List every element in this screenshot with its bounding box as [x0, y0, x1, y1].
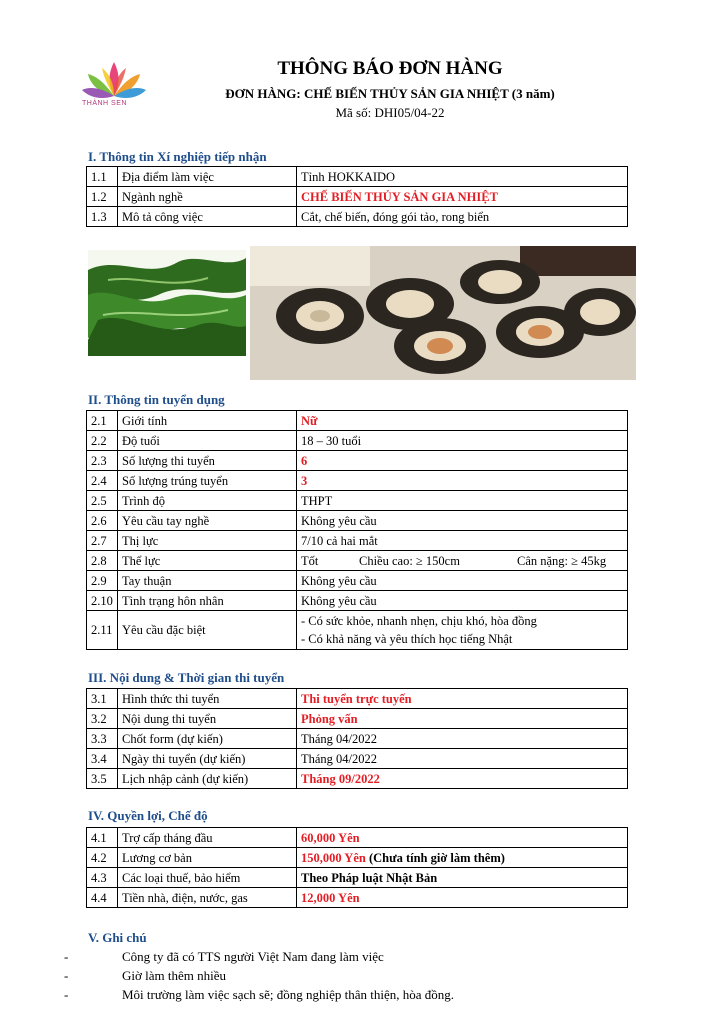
row-value: Thi tuyển trực tuyến — [297, 689, 628, 709]
row-label: Trình độ — [118, 491, 297, 511]
row-number: 4.1 — [87, 828, 118, 848]
section-heading-4: IV. Quyền lợi, Chế độ — [88, 808, 208, 823]
row-number: 1.2 — [87, 187, 118, 207]
row-value: Không yêu cầu — [297, 571, 628, 591]
logo-text: THÀNH SEN — [82, 100, 127, 107]
row-label: Các loại thuế, bảo hiểm — [118, 868, 297, 888]
row-value: Cắt, chế biến, đóng gói tảo, rong biển — [297, 207, 628, 227]
row-value: CHẾ BIẾN THỦY SẢN GIA NHIỆT — [297, 187, 628, 207]
weight-requirement: Cân nặng: ≥ 45kg — [517, 553, 607, 568]
row-label: Độ tuổi — [118, 431, 297, 451]
table-row — [87, 451, 628, 471]
row-value: Không yêu cầu — [297, 511, 628, 531]
row-value: 12,000 Yên — [297, 888, 628, 908]
row-number: 3.5 — [87, 769, 118, 789]
row-number: 2.5 — [87, 491, 118, 511]
salary-value: 150,000 Yên — [301, 850, 366, 865]
recruitment-info-table — [86, 410, 628, 650]
table-row — [87, 729, 628, 749]
row-label: Nội dung thi tuyển — [118, 709, 297, 729]
row-number: 2.6 — [87, 511, 118, 531]
table-row — [87, 167, 628, 187]
row-label: Yêu cầu đặc biệt — [118, 611, 297, 650]
table-row — [87, 709, 628, 729]
row-label: Ngày thi tuyển (dự kiến) — [118, 749, 297, 769]
table-row — [87, 888, 628, 908]
table-row — [87, 431, 628, 451]
row-label: Chốt form (dự kiến) — [118, 729, 297, 749]
row-label: Hình thức thi tuyển — [118, 689, 297, 709]
row-value: 6 — [297, 451, 628, 471]
row-number: 2.4 — [87, 471, 118, 491]
row-number: 4.2 — [87, 848, 118, 868]
row-value — [297, 611, 628, 650]
note-text: Môi trường làm việc sạch sẽ; đồng nghiệp thân thiện, hòa đồng. — [122, 987, 454, 1002]
note-text: Giờ làm thêm nhiều — [122, 968, 226, 983]
row-label: Tiền nhà, điện, nước, gas — [118, 888, 297, 908]
row-value — [297, 848, 628, 868]
row-value: THPT — [297, 491, 628, 511]
row-number: 2.8 — [87, 551, 118, 571]
section-heading-5: V. Ghi chú — [88, 930, 147, 945]
row-value: Tỉnh HOKKAIDO — [297, 167, 628, 187]
table-row — [87, 187, 628, 207]
row-value: 18 – 30 tuổi — [297, 431, 628, 451]
row-label: Lịch nhập cảnh (dự kiến) — [118, 769, 297, 789]
table-row — [87, 531, 628, 551]
note-item: - Công ty đã có TTS người Việt Nam đang làm việc — [64, 949, 384, 964]
fitness-value: Tốt — [301, 553, 319, 568]
row-number: 1.3 — [87, 207, 118, 227]
row-number: 4.4 — [87, 888, 118, 908]
row-label: Thị lực — [118, 531, 297, 551]
row-value: 60,000 Yên — [297, 828, 628, 848]
seaweed-rolls-photo — [250, 246, 636, 380]
height-requirement: Chiều cao: ≥ 150cm — [359, 553, 460, 568]
table-row — [87, 828, 628, 848]
row-label: Mô tả công việc — [118, 207, 297, 227]
table-row — [87, 207, 628, 227]
exam-info-table — [86, 688, 628, 789]
note-item: - Môi trường làm việc sạch sẽ; đồng nghiệp thân thiện, hòa đồng. — [64, 987, 454, 1002]
section-heading-1: I. Thông tin Xí nghiệp tiếp nhận — [88, 149, 267, 164]
row-number: 2.9 — [87, 571, 118, 591]
table-row — [87, 491, 628, 511]
table-row — [87, 551, 628, 571]
row-value: 3 — [297, 471, 628, 491]
row-label: Số lượng trúng tuyển — [118, 471, 297, 491]
row-value: Tháng 04/2022 — [297, 729, 628, 749]
row-number: 2.11 — [87, 611, 118, 650]
table-row — [87, 848, 628, 868]
salary-note: (Chưa tính giờ làm thêm) — [365, 850, 505, 865]
row-number: 3.4 — [87, 749, 118, 769]
row-value: Theo Pháp luật Nhật Bản — [297, 868, 628, 888]
row-label: Ngành nghề — [118, 187, 297, 207]
section-heading-2: II. Thông tin tuyển dụng — [88, 392, 225, 407]
table-row — [87, 591, 628, 611]
row-value: Tháng 04/2022 — [297, 749, 628, 769]
row-value: Không yêu cầu — [297, 591, 628, 611]
table-row — [87, 689, 628, 709]
row-label: Yêu cầu tay nghề — [118, 511, 297, 531]
row-number: 2.7 — [87, 531, 118, 551]
row-label: Giới tính — [118, 411, 297, 431]
row-value: Nữ — [297, 411, 628, 431]
seaweed-photo — [88, 250, 246, 356]
table-row — [87, 769, 628, 789]
row-label: Địa điểm làm việc — [118, 167, 297, 187]
table-row — [87, 749, 628, 769]
row-number: 2.1 — [87, 411, 118, 431]
row-number: 2.3 — [87, 451, 118, 471]
special-requirement-1: - Có sức khỏe, nhanh nhẹn, chịu khó, hòa đồng — [301, 614, 537, 628]
employer-info-table — [86, 166, 628, 227]
row-number: 4.3 — [87, 868, 118, 888]
table-row — [87, 411, 628, 431]
row-value: Tháng 09/2022 — [297, 769, 628, 789]
row-value — [297, 551, 628, 571]
order-code: Mã số: DHI05/04-22 — [335, 105, 445, 120]
row-number: 2.10 — [87, 591, 118, 611]
benefits-table — [86, 827, 628, 908]
table-row — [87, 868, 628, 888]
row-number: 2.2 — [87, 431, 118, 451]
special-requirement-2: - Có khả năng và yêu thích học tiếng Nhật — [301, 632, 513, 646]
row-value: Phỏng vấn — [297, 709, 628, 729]
row-label: Số lượng thi tuyển — [118, 451, 297, 471]
note-text: Công ty đã có TTS người Việt Nam đang làm việc — [122, 949, 384, 964]
page-title: THÔNG BÁO ĐƠN HÀNG — [277, 58, 503, 79]
row-label: Tình trạng hôn nhân — [118, 591, 297, 611]
row-number: 3.2 — [87, 709, 118, 729]
section-heading-3: III. Nội dung & Thời gian thi tuyển — [88, 670, 285, 685]
row-label: Lương cơ bản — [118, 848, 297, 868]
order-subtitle: ĐƠN HÀNG: CHẾ BIẾN THỦY SẢN GIA NHIỆT (3 năm) — [225, 86, 555, 101]
row-number: 3.3 — [87, 729, 118, 749]
row-label: Tay thuận — [118, 571, 297, 591]
table-row — [87, 571, 628, 591]
row-number: 3.1 — [87, 689, 118, 709]
row-label: Trợ cấp tháng đầu — [118, 828, 297, 848]
row-value: 7/10 cả hai mắt — [297, 531, 628, 551]
table-row — [87, 611, 628, 650]
note-item: - Giờ làm thêm nhiều — [64, 968, 226, 983]
row-number: 1.1 — [87, 167, 118, 187]
row-label: Thể lực — [118, 551, 297, 571]
table-row — [87, 471, 628, 491]
table-row — [87, 511, 628, 531]
